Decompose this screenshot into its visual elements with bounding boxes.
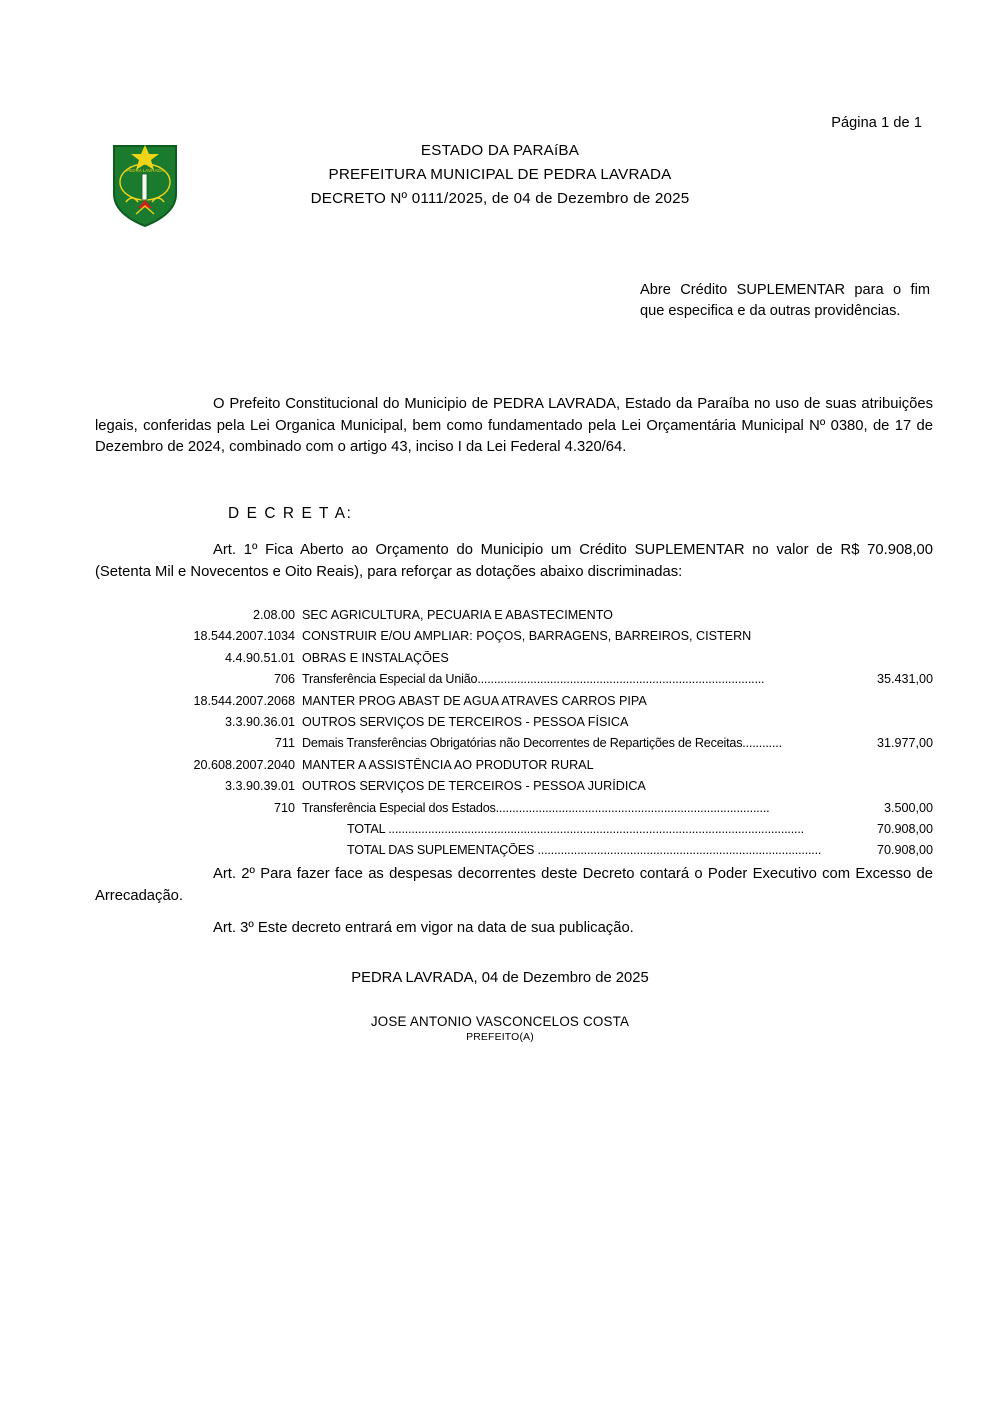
budget-value: 31.977,00 [876,736,933,751]
decreta-label: D E C R E T A: [228,505,353,522]
article-3-text: Art. 3º Este decreto entrará em vigor na data de sua publicação. [213,920,634,936]
budget-value: 70.908,00 [876,821,933,836]
budget-description: Transferência Especial da União....................................................................................... [302,672,765,687]
budget-code: 4.4.90.51.01 [224,650,295,665]
table-row [95,758,933,779]
budget-code: 3.3.90.39.01 [224,779,295,794]
page-number: Página 1 de 1 [831,115,922,131]
budget-description: OBRAS E INSTALAÇÕES [302,650,449,665]
budget-description: OUTROS SERVIÇOS DE TERCEIROS - PESSOA FÍSICA [302,714,629,729]
budget-value: 70.908,00 [876,843,933,858]
table-row [95,736,933,757]
budget-description: TOTAL .............................................................................................................................. [347,821,804,836]
budget-description: MANTER PROG ABAST DE AGUA ATRAVES CARROS PIPA [302,693,647,708]
budget-code: 710 [273,800,295,815]
document-header [0,139,1000,211]
ementa-text: Abre Crédito SUPLEMENTAR para o fim que especifica e da outras providências. [640,282,930,319]
budget-code: 2.08.00 [252,608,295,622]
budget-code: 711 [274,736,295,751]
article-1-paragraph [95,540,933,583]
budget-code: 18.544.2007.2068 [193,693,295,708]
budget-code: 3.3.90.36.01 [224,714,295,729]
table-row [95,801,933,822]
budget-description: SEC AGRICULTURA, PECUARIA E ABASTECIMENTO [302,608,613,622]
table-row-total [95,822,933,843]
preamble-text: O Prefeito Constitucional do Municipio de PEDRA LAVRADA, Estado da Paraíba no uso de suas atribuições legais, conferidas pela Lei Organica Municipal, bem como fundamentado pela Lei Orçamentária Municipal Nº 0380, de 17 de Dezembro de 2024, combinado com o artigo 43, inciso I da Lei Federal 4.320/64. [95,396,933,455]
table-row [95,715,933,736]
header-line-state: ESTADO DA PARAíBA [420,142,580,159]
table-row-total [95,843,933,864]
budget-value: 3.500,00 [883,800,933,815]
table-row [95,694,933,715]
svg-text:PEDRA LAVRADA: PEDRA LAVRADA [126,168,164,173]
table-row [95,629,933,650]
budget-code: 706 [273,672,295,687]
header-line-decree: DECRETO Nº 0111/2025, de 04 de Dezembro de 2025 [310,190,690,207]
article-2-paragraph [95,864,933,907]
table-row [95,672,933,693]
preamble-paragraph [95,394,933,459]
article-3-paragraph [95,918,933,940]
signature-role: PREFEITO(A) [466,1032,534,1043]
budget-description: OUTROS SERVIÇOS DE TERCEIROS - PESSOA JURÍDICA [302,779,646,794]
article-1-text: Art. 1º Fica Aberto ao Orçamento do Municipio um Crédito SUPLEMENTAR no valor de R$ 70.908,00 (Setenta Mil e Novecentos e Oito Reais), para reforçar as dotações abaixo discriminadas: [95,542,933,580]
budget-code: 20.608.2007.2040 [193,757,295,772]
budget-description: Demais Transferências Obrigatórias não Decorrentes de Repartições de Receitas............ [302,736,782,751]
budget-table [95,608,933,865]
budget-code: 18.544.2007.1034 [193,629,295,644]
budget-description: Transferência Especial dos Estados................................................................................... [302,800,770,815]
table-row [95,651,933,672]
signature-name: JOSE ANTONIO VASCONCELOS COSTA [370,1014,630,1029]
table-row [95,779,933,800]
budget-description: TOTAL DAS SUPLEMENTAÇÕES ...................................................................................... [347,843,822,858]
header-line-city: PREFEITURA MUNICIPAL DE PEDRA LAVRADA [328,166,672,183]
budget-description: MANTER A ASSISTÊNCIA AO PRODUTOR RURAL [302,757,594,772]
budget-description: CONSTRUIR E/OU AMPLIAR: POÇOS, BARRAGENS, BARREIROS, CISTERN [302,629,752,644]
place-and-date: PEDRA LAVRADA, 04 de Dezembro de 2025 [351,970,649,986]
budget-value: 35.431,00 [876,672,933,687]
article-2-text: Art. 2º Para fazer face as despesas decorrentes deste Decreto contará o Poder Executivo com Excesso de Arrecadação. [95,866,933,904]
table-row [95,608,933,629]
